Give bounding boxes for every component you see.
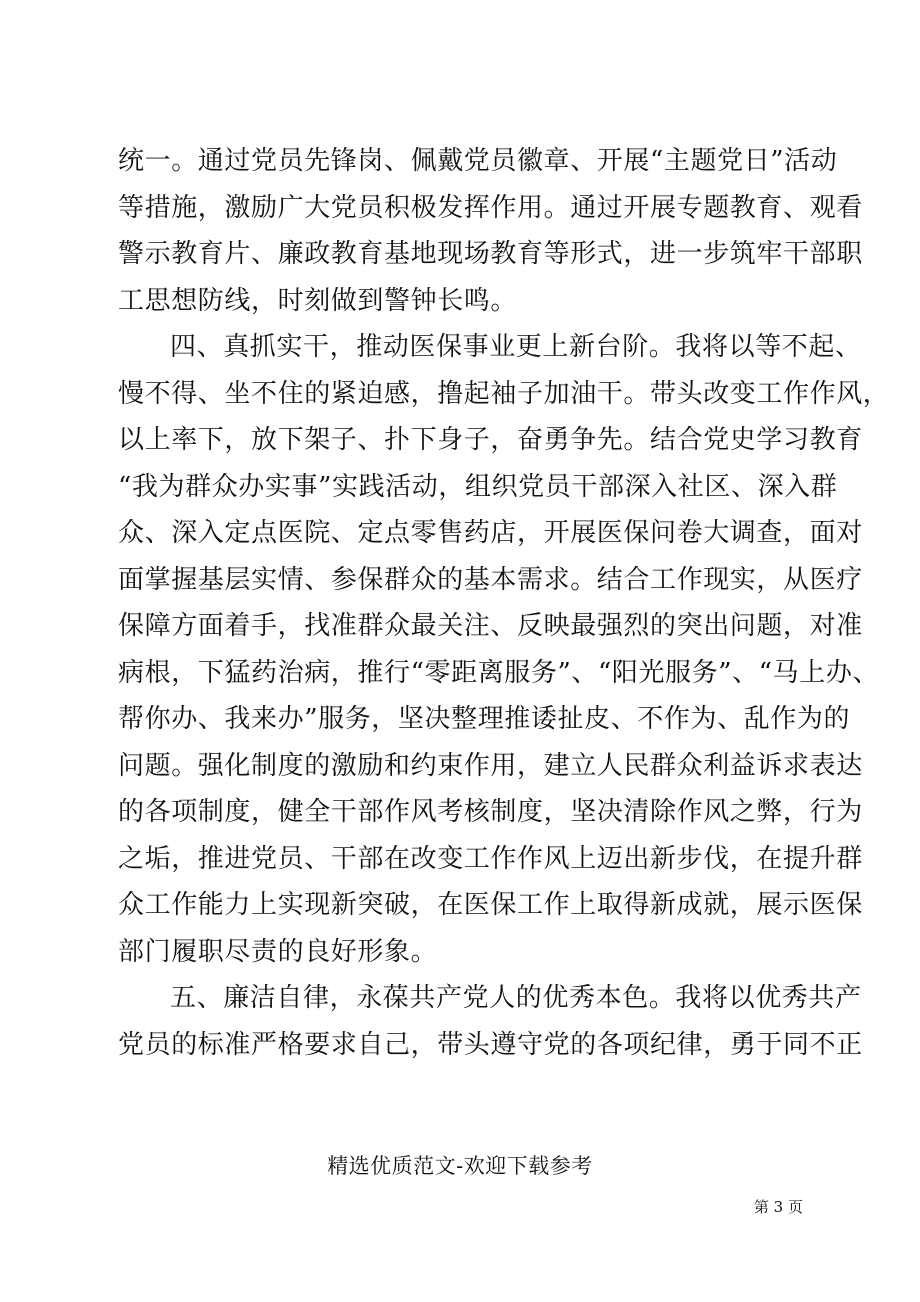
text-line-14: 问题。强化制度的激励和约束作用，建立人民群众利益诉求表达 xyxy=(118,750,863,781)
text-line-7: 以上率下，放下架子、扑下身子，奋勇争先。结合党史学习教育 xyxy=(118,425,863,455)
text-line-17: 众工作能力上实现新突破，在医保工作上取得新成就，展示医保 xyxy=(118,890,863,920)
text-line-5: 四、真抓实干，推动医保事业更上新台阶。我将以等不起、 xyxy=(170,332,862,362)
text-line-4: 工思想防线，时刻做到警钟长鸣。 xyxy=(118,285,518,316)
text-line-16: 之垢，推进党员、干部在改变工作作风上迈出新步伐，在提升群 xyxy=(118,843,863,874)
text-line-15: 的各项制度，健全干部作风考核制度，坚决清除作风之弊，行为 xyxy=(118,797,863,827)
text-line-18: 部门履职尽责的良好形象。 xyxy=(118,936,438,967)
text-line-19: 五、廉洁自律，永葆共产党人的优秀本色。我将以优秀共产 xyxy=(170,983,862,1013)
text-line-1: 统一。通过党员先锋岗、佩戴党员徽章、开展“主题党日”活动 xyxy=(118,146,838,176)
text-line-20: 党员的标准严格要求自己，带头遵守党的各项纪律，勇于同不正 xyxy=(118,1029,863,1060)
text-line-3: 警示教育片、廉政教育基地现场教育等形式，进一步筑牢干部职 xyxy=(118,239,863,269)
text-line-8: “我为群众办实事”实践活动，组织党员干部深入社区、深入群 xyxy=(118,471,838,502)
text-line-12: 病根，下猛药治病，推行“零距离服务”、“阳光服务”、“马上办、 xyxy=(118,657,880,688)
text-line-6: 慢不得、坐不住的紧迫感，撸起袖子加油干。带头改变工作作风， xyxy=(118,378,890,409)
text-line-10: 面掌握基层实情、参保群众的基本需求。结合工作现实，从医疗 xyxy=(118,564,863,595)
text-line-11: 保障方面着手，找准群众最关注、反映最强烈的突出问题，对准 xyxy=(118,611,863,641)
footer-text: 精选优质范文-欢迎下载参考 xyxy=(327,1154,593,1178)
text-line-13: 帮你办、我来办”服务，坚决整理推诿扯皮、不作为、乱作为的 xyxy=(118,704,851,734)
body-text xyxy=(118,138,890,1068)
page-number: 第 3 页 xyxy=(753,1198,803,1216)
text-line-9: 众、深入定点医院、定点零售药店，开展医保问卷大调查，面对 xyxy=(118,518,863,548)
text-line-2: 等措施，激励广大党员积极发挥作用。通过开展专题教育、观看 xyxy=(118,192,863,223)
